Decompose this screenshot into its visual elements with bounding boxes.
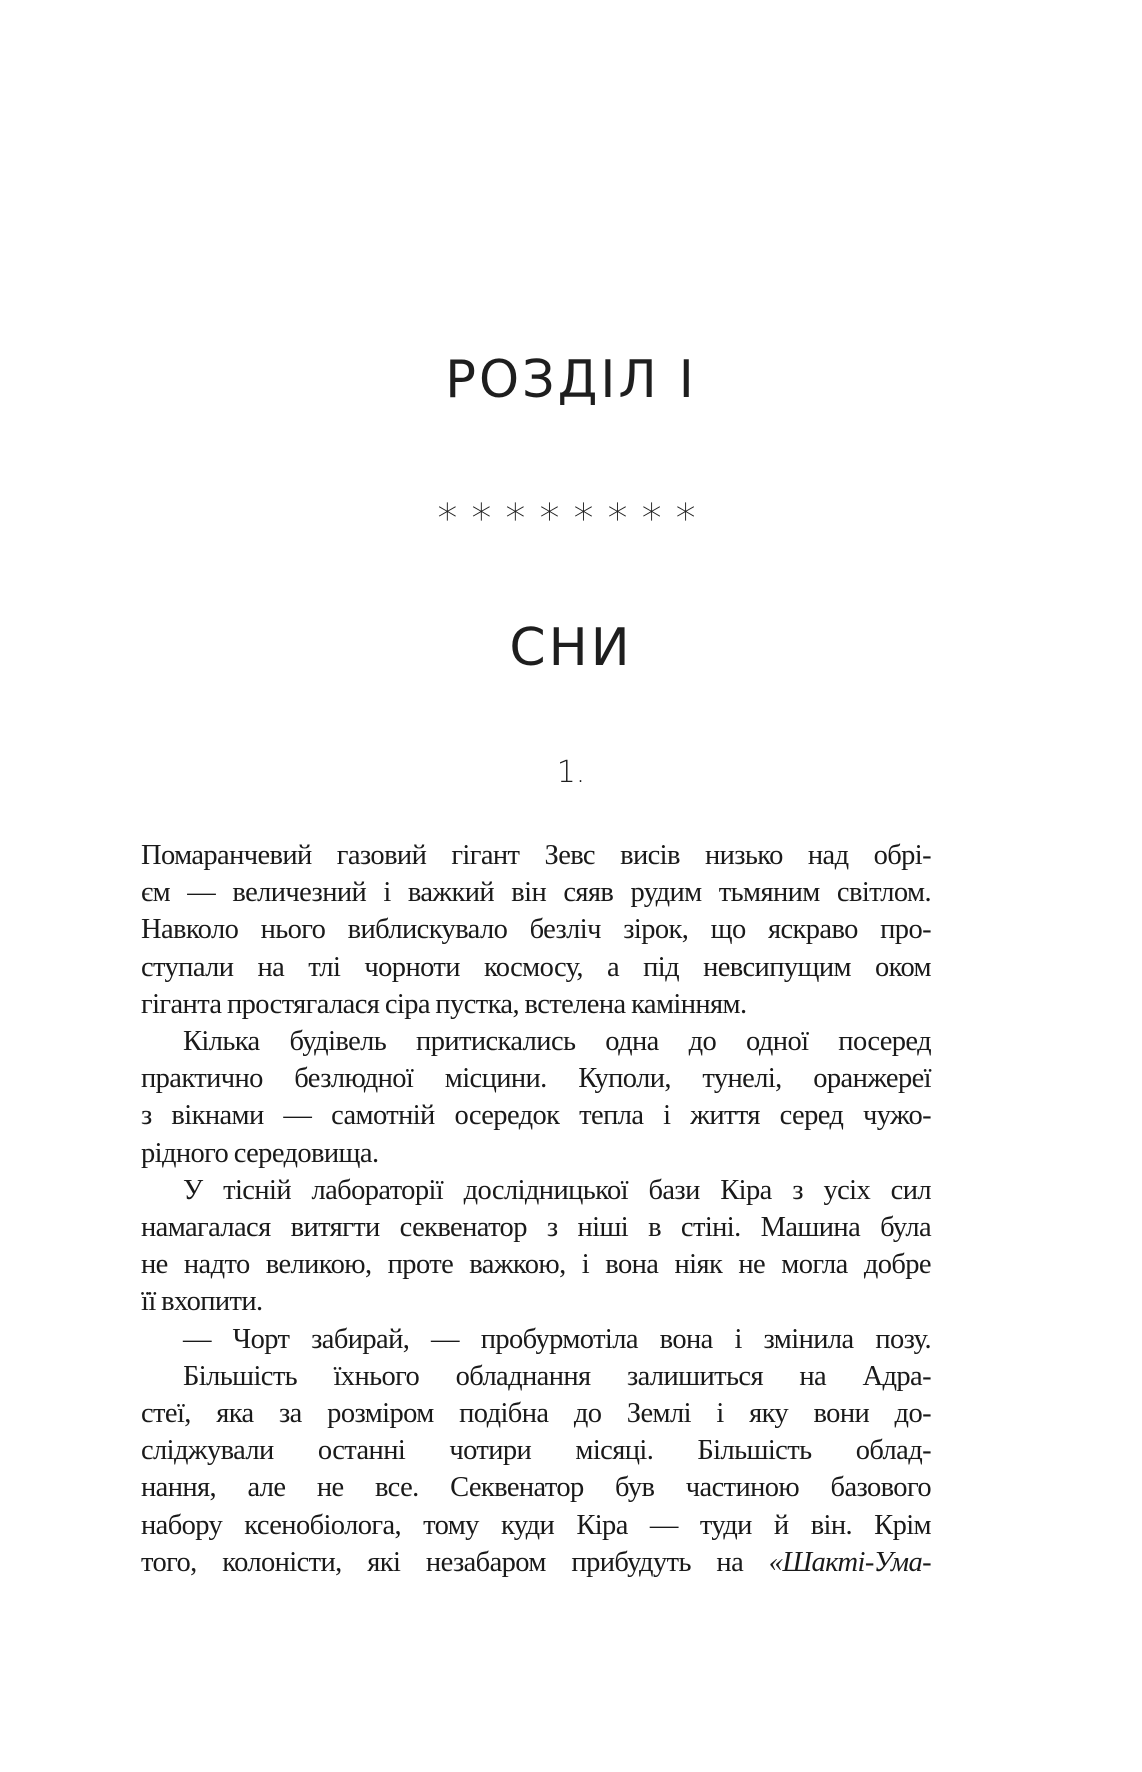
text-line: У тісній лабораторії дослідницької бази Кіра з усіх сил xyxy=(183,1174,931,1206)
text-line: сліджували останні чотири місяці. Більшість облад- xyxy=(141,1435,931,1467)
text-line: нання, але не все. Секвенатор був частиною базового xyxy=(141,1472,931,1504)
chapter-title: СНИ xyxy=(509,618,633,678)
text-line: її вхопити. xyxy=(141,1286,263,1318)
text-line: стеї, яка за розміром подібна до Землі і яку вони до- xyxy=(141,1398,931,1430)
text-line: — Чорт забирай, — пробурмотіла вона і змінила позу. xyxy=(183,1323,931,1355)
section-number: 1. xyxy=(556,755,586,790)
text-line: набору ксенобіолога, тому куди Кіра — туди й він. Крім xyxy=(141,1509,931,1541)
text-line: з вікнами — самотній осередок тепла і життя серед чужо- xyxy=(141,1100,931,1132)
text-line: ступали на тлі чорноти космосу, а під невсипущим оком xyxy=(141,951,931,983)
text-line: Навколо нього виблискувало безліч зірок, що яскраво про- xyxy=(141,914,931,946)
text-line: того, колоністи, які незабаром прибудуть на «Шакті-Ума- xyxy=(141,1546,931,1578)
text-line: Помаранчевий газовий гігант Зевс висів низько над обрі- xyxy=(141,840,931,871)
text-line: гіганта простягалася сіра пустка, встелена камінням. xyxy=(141,988,747,1020)
text-line: рідного середовища. xyxy=(141,1137,379,1169)
chapter-label: РОЗДІЛ І xyxy=(445,350,697,410)
text-line: намагалася витягти секвенатор з ніші в стіні. Машина була xyxy=(141,1212,931,1244)
body-text xyxy=(141,837,931,1581)
text-line: не надто великою, проте важкою, і вона ніяк не могла добре xyxy=(141,1249,931,1281)
text-line: Більшість їхнього обладнання залишиться на Адра- xyxy=(183,1360,931,1392)
text-line: єм — величезний і важкий він сяяв рудим тьмяним світлом. xyxy=(141,877,931,909)
section-separator: ∗∗∗∗∗∗∗∗ xyxy=(434,488,708,534)
text-line: практично безлюдної місцини. Куполи, тунелі, оранжереї xyxy=(141,1063,931,1095)
text-line: Кілька будівель притискались одна до одної посеред xyxy=(183,1026,931,1058)
